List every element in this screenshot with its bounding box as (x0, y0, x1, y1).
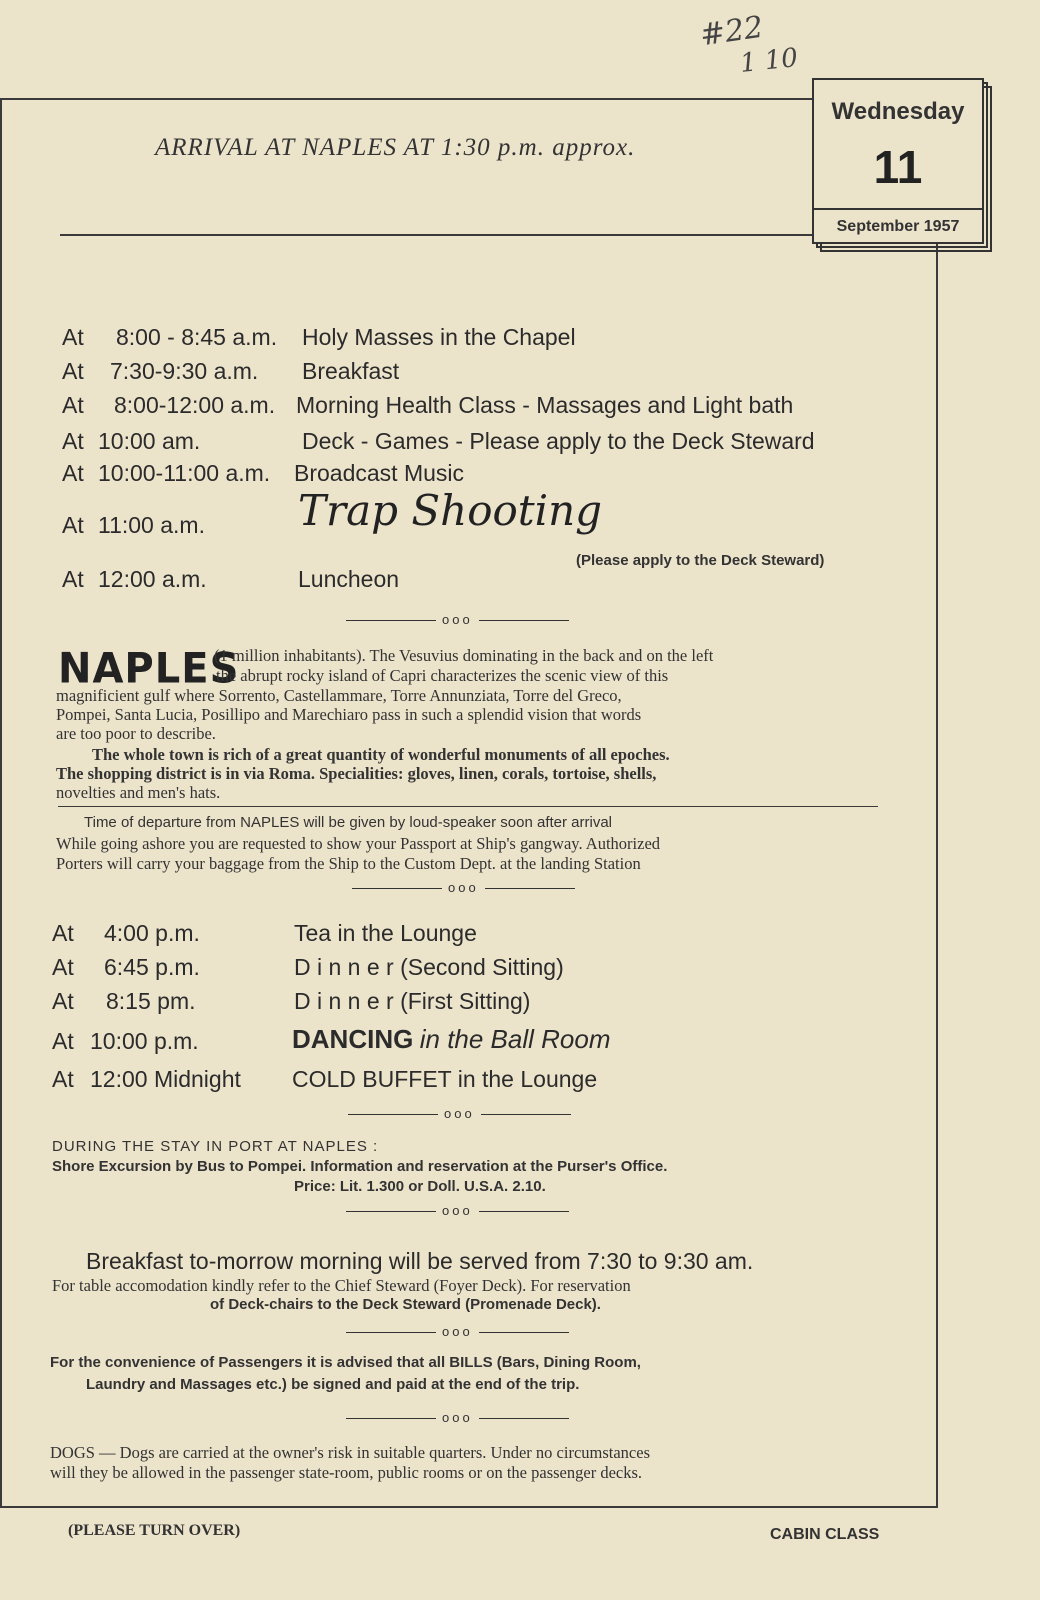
date-box (812, 78, 984, 244)
schedule-row (52, 988, 531, 1015)
schedule-row (62, 358, 400, 385)
stay-heading: DURING THE STAY IN PORT AT NAPLES : (52, 1138, 379, 1155)
bills-line: Laundry and Massages etc.) be signed and paid at the end of the trip. (86, 1376, 580, 1393)
time: 7:30-9:30 a.m. (110, 358, 259, 384)
naples-line: (1 million inhabitants). The Vesuvius dominating in the back and on the left (214, 646, 714, 665)
schedule-row (62, 392, 794, 419)
at-label: At (52, 1066, 74, 1092)
date-divider (814, 208, 982, 210)
event: Morning Health Class - Massages and Light bath (296, 392, 794, 418)
time: 6:45 p.m. (104, 954, 200, 980)
at-label: At (52, 988, 74, 1014)
event: Tea in the Lounge (294, 920, 477, 946)
cabin-class-label: CABIN CLASS (770, 1526, 880, 1543)
schedule-row (62, 566, 400, 593)
bottom-rule (0, 1506, 938, 1508)
time: 8:00-12:00 a.m. (114, 392, 276, 418)
separator: ooo (340, 612, 575, 627)
at-label: At (62, 566, 84, 592)
event: Broadcast Music (294, 460, 465, 486)
schedule-row (62, 460, 465, 487)
dogs-line: DOGS — Dogs are carried at the owner's risk in suitable quarters. Under no circumstances (50, 1443, 651, 1462)
naples-line: the abrupt rocky island of Capri characterizes the scenic view of this (216, 666, 669, 685)
departure-line: Time of departure from NAPLES will be given by loud-speaker soon after arrival (84, 814, 613, 831)
time: 12:00 a.m. (98, 566, 207, 592)
dogs-line: will they be allowed in the passenger state-room, public rooms or on the passenger decks. (50, 1463, 643, 1482)
separator: ooo (342, 1106, 577, 1121)
departure-line: While going ashore you are requested to show your Passport at Ship's gangway. Authorized (56, 834, 661, 853)
schedule-row (52, 1066, 598, 1093)
event: Deck - Games - Please apply to the Deck Steward (302, 428, 815, 454)
stay-line: Shore Excursion by Bus to Pompei. Information and reservation at the Purser's Office. (52, 1158, 668, 1175)
naples-line: The whole town is rich of a great quantity of wonderful monuments of all epoches. (92, 745, 670, 764)
at-label: At (52, 954, 74, 980)
separator: ooo (340, 1324, 575, 1339)
at-label: At (62, 358, 84, 384)
time: 10:00 am. (98, 428, 201, 454)
schedule-row (52, 920, 477, 947)
separator: ooo (340, 1410, 575, 1425)
event: D i n n e r (First Sitting) (294, 988, 531, 1014)
right-rule (936, 244, 938, 1508)
bills-line: For the convenience of Passengers it is advised that all BILLS (Bars, Dining Room, (50, 1354, 641, 1371)
time: 8:15 pm. (106, 988, 196, 1014)
turn-over-note: (PLEASE TURN OVER) (68, 1522, 241, 1539)
naples-line: are too poor to describe. (56, 724, 216, 743)
schedule-row (62, 428, 815, 455)
at-label: At (62, 428, 84, 454)
event-ballroom: in the Ball Room (419, 1024, 611, 1054)
time: 10:00 p.m. (90, 1028, 199, 1054)
naples-line: novelties and men's hats. (56, 783, 221, 802)
handwritten-mark: 1 10 (738, 43, 800, 79)
time: 4:00 p.m. (104, 920, 200, 946)
naples-line: The shopping district is in via Roma. Specialities: gloves, linen, corals, tortoise, shells, (56, 764, 657, 783)
month-year: September 1957 (836, 218, 960, 235)
event: Holy Masses in the Chapel (302, 324, 576, 350)
time: 12:00 Midnight (90, 1066, 241, 1092)
event-trap-shooting: Trap Shooting (298, 486, 603, 535)
schedule-row (52, 954, 564, 981)
schedule-row (52, 1024, 611, 1055)
time: 11:00 a.m. (98, 512, 205, 538)
schedule-row (62, 486, 603, 539)
at-label: At (62, 460, 84, 486)
schedule-row (62, 324, 576, 351)
event: Breakfast (302, 358, 400, 384)
naples-rule (58, 806, 878, 807)
breakfast-line: For table accomodation kindly refer to the Chief Steward (Foyer Deck). For reservation (52, 1276, 631, 1295)
handwritten-number: #22 (697, 9, 766, 54)
stay-price: Price: Lit. 1.300 or Doll. U.S.A. 2.10. (294, 1178, 546, 1195)
at-label: At (52, 920, 74, 946)
time: 10:00-11:00 a.m. (98, 460, 271, 486)
at-label: At (62, 392, 84, 418)
header-underline (60, 234, 812, 236)
event: Luncheon (298, 566, 400, 592)
event: D i n n e r (Second Sitting) (294, 954, 564, 980)
day-number: 11 (873, 141, 923, 193)
event: COLD BUFFET in the Lounge (292, 1066, 598, 1092)
naples-line: Pompei, Santa Lucia, Posillipo and Marechiaro pass in such a splendid vision that words (56, 705, 642, 724)
at-label: At (62, 512, 84, 538)
separator: ooo (346, 880, 581, 895)
time: 8:00 - 8:45 a.m. (116, 324, 278, 350)
at-label: At (52, 1028, 74, 1054)
departure-line: Porters will carry your baggage from the Ship to the Custom Dept. at the landing Station (56, 854, 641, 873)
left-rule (0, 98, 2, 1508)
separator: ooo (340, 1203, 575, 1218)
trap-shooting-note: (Please apply to the Deck Steward) (576, 552, 825, 569)
weekday: Wednesday (831, 98, 965, 125)
naples-line: magnificient gulf where Sorrento, Castellammare, Torre Annunziata, Torre del Greco, (56, 686, 622, 705)
top-rule (0, 98, 812, 100)
at-label: At (62, 324, 84, 350)
event-dancing: DANCING (292, 1024, 414, 1054)
breakfast-notice: Breakfast to-morrow morning will be served from 7:30 to 9:30 am. (86, 1248, 754, 1274)
breakfast-line: of Deck-chairs to the Deck Steward (Promenade Deck). (210, 1296, 601, 1313)
arrival-heading: ARRIVAL AT NAPLES AT 1:30 p.m. approx. (155, 134, 636, 161)
naples-title: NAPLES (58, 644, 240, 694)
